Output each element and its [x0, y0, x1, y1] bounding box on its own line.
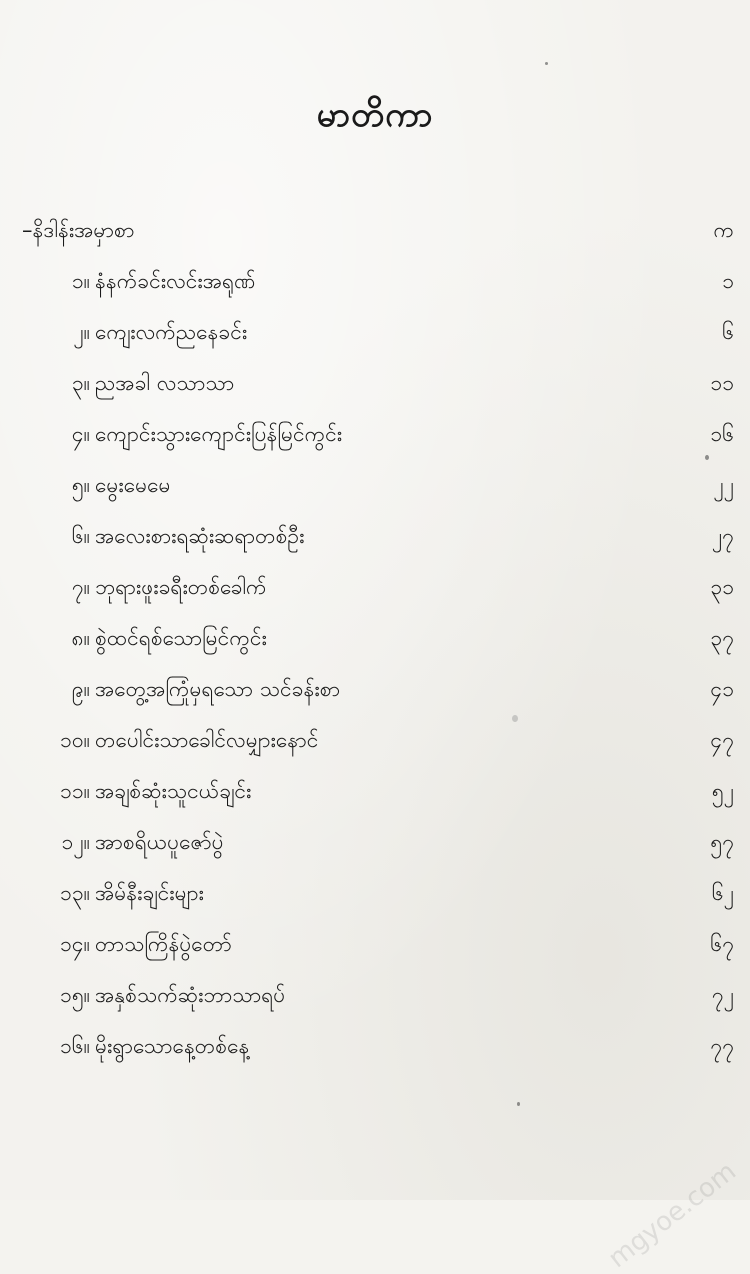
toc-entry-row[interactable]: [0, 669, 750, 720]
toc-entry-label: မိုးရွာသောနေ့တစ်နေ့: [95, 1034, 250, 1058]
toc-entry-number: ၈။: [71, 626, 90, 650]
toc-entry-page: ၅၂: [711, 779, 734, 803]
toc-entry-number: ၁၀။: [60, 728, 90, 752]
toc-entry-row[interactable]: [0, 720, 750, 771]
toc-entry-row[interactable]: [0, 414, 750, 465]
toc-entry-page: ၇၇: [710, 1034, 734, 1058]
toc-entry-page: ၆၂: [711, 881, 734, 905]
watermark: mgyoe.com: [603, 1156, 742, 1274]
toc-entry-row[interactable]: [0, 567, 750, 618]
toc-entry-page: က: [713, 218, 734, 242]
toc-entry-row[interactable]: [0, 312, 750, 363]
toc-entry-label: တပေါင်းသာခေါင်လမျှားနောင်: [95, 728, 319, 752]
toc-entry-page: ၄၇: [710, 728, 734, 752]
toc-entry-row[interactable]: [0, 261, 750, 312]
toc-entry-row[interactable]: [0, 516, 750, 567]
toc-entry-row[interactable]: [0, 465, 750, 516]
toc-entry-number: ၁၆။: [60, 1034, 90, 1058]
toc-entry-label: အိမ်နီးချင်းများ: [95, 881, 204, 905]
toc-entry-number: ၁။: [71, 269, 90, 293]
toc-entry-page: ၂၇: [711, 524, 734, 548]
toc-entry-number: ၉။: [71, 677, 90, 701]
toc-entry-page: ၄၁: [710, 677, 734, 701]
toc-entry-label: အချစ်ဆုံးသူငယ်ချင်း: [95, 779, 252, 803]
paper-speck: [545, 62, 548, 65]
toc-entry-label: ညအခါ လသာသာ: [95, 371, 235, 395]
toc-entry-number: ၅။: [71, 473, 90, 497]
toc-entry-row[interactable]: [0, 363, 750, 414]
toc-entry-row[interactable]: [0, 1026, 750, 1077]
toc-entry-page: ၅၇: [710, 830, 734, 854]
toc-intro-row[interactable]: [0, 210, 750, 261]
toc-entry-label: –နိဒါန်းအမှာစာ: [22, 218, 135, 242]
toc-entry-page: ၁၁: [710, 371, 734, 395]
toc-entry-page: ၇၂: [711, 983, 734, 1007]
toc-entry-label: ကျောင်းသွားကျောင်းပြန်မြင်ကွင်း: [95, 422, 343, 446]
toc-entry-label: ကျေးလက်ညနေခင်း: [95, 320, 248, 344]
toc-entry-row[interactable]: [0, 975, 750, 1026]
toc-entry-label: အလေးစားရဆုံးဆရာတစ်ဦး: [95, 524, 305, 548]
toc-entry-page: ၃၁: [710, 575, 734, 599]
toc-entry-label: ဘုရားဖူးခရီးတစ်ခေါက်: [95, 575, 267, 599]
toc-entry-number: ၁၁။: [60, 779, 90, 803]
toc-entry-row[interactable]: [0, 771, 750, 822]
toc-entry-number: ၃။: [71, 371, 90, 395]
toc-entry-number: ၁၃။: [60, 881, 90, 905]
toc-entry-label: စွဲထင်ရစ်သောမြင်ကွင်း: [95, 626, 267, 650]
toc-entry-row[interactable]: [0, 873, 750, 924]
toc-entry-page: ၆: [722, 320, 734, 344]
toc-entry-row[interactable]: [0, 822, 750, 873]
toc-entry-label: နံနက်ခင်းလင်းအရုဏ်: [95, 269, 256, 293]
toc-entry-number: ၇။: [71, 575, 90, 599]
toc-entry-number: ၁၂။: [61, 830, 90, 854]
toc-entry-number: ၁၄။: [60, 932, 90, 956]
toc-entry-label: အနှစ်သက်ဆုံးဘာသာရပ်: [95, 983, 286, 1007]
toc-entry-page: ၁: [722, 269, 734, 293]
toc-entry-label: အတွေ့အကြုံမှရသော သင်ခန်းစာ: [95, 677, 341, 701]
toc-entry-label: အာစရိယပူဇော်ပွဲ: [95, 830, 224, 854]
toc-entry-number: ၂။: [73, 320, 90, 344]
toc-entry-page: ၂၂: [713, 473, 734, 497]
table-of-contents: [0, 210, 750, 1077]
toc-entry-page: ၃၇: [710, 626, 734, 650]
toc-entry-page: ၁၆: [710, 422, 734, 446]
toc-entry-number: ၁၅။: [60, 983, 90, 1007]
toc-entry-label: မွေးမေမေ: [95, 473, 171, 497]
toc-entry-row[interactable]: [0, 924, 750, 975]
toc-entry-label: တာသကြိန်ပွဲတော်: [95, 932, 232, 956]
page-title: မာတိကာ: [316, 95, 434, 135]
toc-entry-row[interactable]: [0, 618, 750, 669]
toc-entry-number: ၄။: [71, 422, 90, 446]
paper-speck: [517, 1102, 520, 1106]
toc-entry-page: ၆၇: [710, 932, 734, 956]
toc-entry-number: ၆။: [71, 524, 90, 548]
